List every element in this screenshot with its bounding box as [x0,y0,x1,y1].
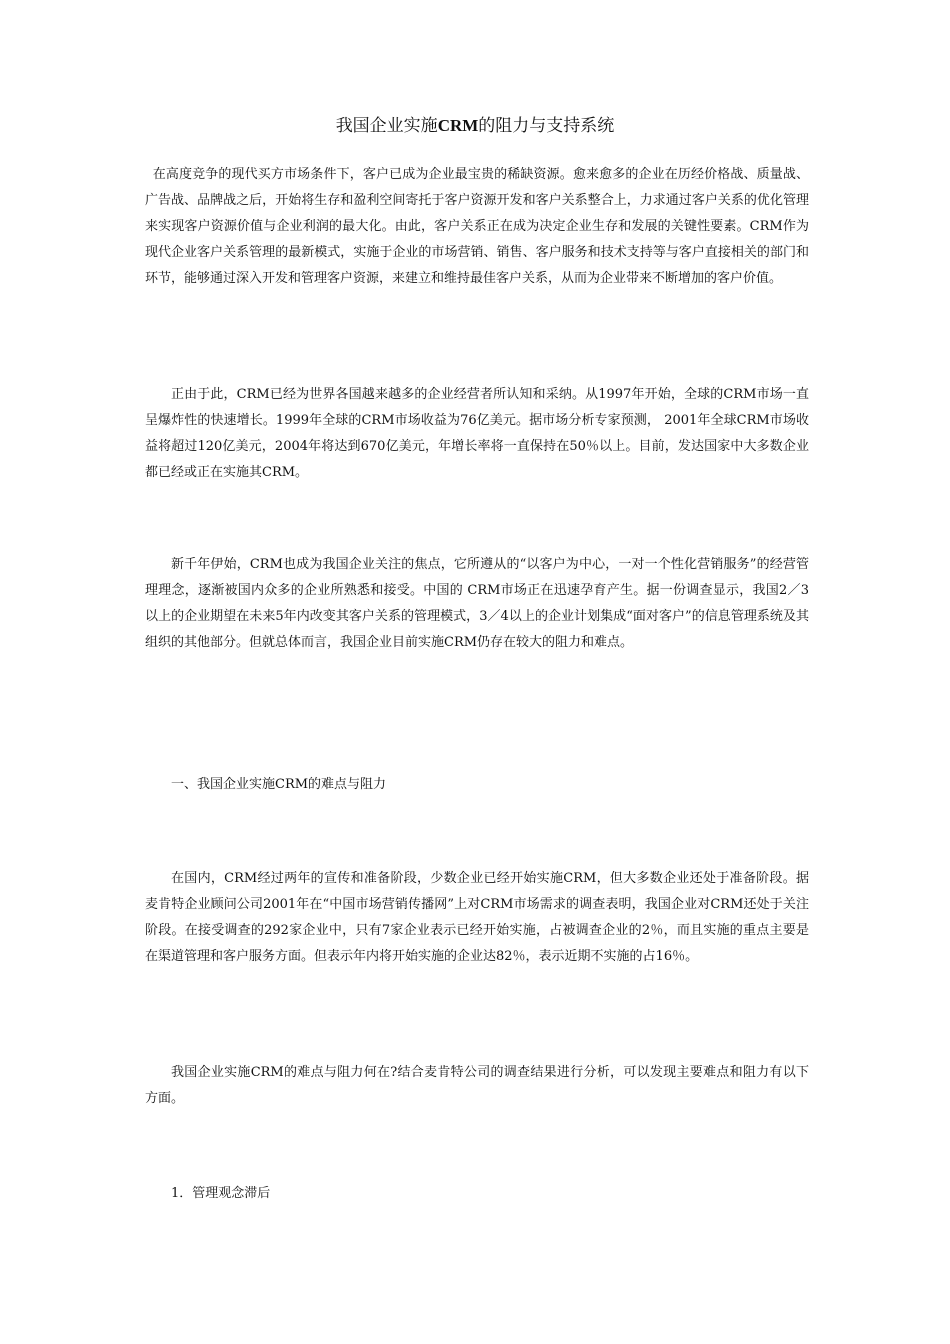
document-title [0,112,950,140]
paragraph-survey: 在国内，CRM经过两年的宣传和准备阶段，少数企业已经开始实施CRM，但大多数企业还处于准备阶段。据麦肯特企业顾问公司2001年在“中国市场营销传播网”上对CRM市场需求的调查表明，我国企业对CRM还处于关注阶段。在接受调查的292家企业中，只有7家企业表示已经开始实施，占被调查企业的2％，而且实施的重点主要是在渠道管理和客户服务方面。但表示年内将开始实施的企业达82％，表示近期不实施的占16％。 [145,871,809,964]
title-suffix: 的阻力与支持系统 [478,116,615,136]
subheading-management-concept: 1．管理观念滞后 [171,1186,271,1201]
paragraph-intro: 在高度竞争的现代买方市场条件下，客户已成为企业最宝贵的稀缺资源。愈来愈多的企业在历经价格战、质量战、广告战、品牌战之后，开始将生存和盈利空间寄托于客户资源开发和客户关系整合上，力求通过客户关系的优化管理来实现客户资源价值与企业利润的最大化。由此，客户关系正在成为决定企业生存和发展的关键性要素。CRM作为现代企业客户关系管理的最新模式，实施于企业的市场营销、销售、客户服务和技术支持等与客户直接相关的部门和环节，能够通过深入开发和管理客户资源，来建立和维持最佳客户关系，从而为企业带来不断增加的客户价值。 [145,167,809,286]
paragraph-analysis: 我国企业实施CRM的难点与阻力何在?结合麦肯特公司的调查结果进行分析，可以发现主要难点和阻力有以下方面。 [145,1065,809,1106]
title-acronym: CRM [437,116,479,135]
paragraph-china-market: 新千年伊始，CRM也成为我国企业关注的焦点，它所遵从的“以客户为中心，一对一个性化营销服务”的经营管理理念，逐渐被国内众多的企业所熟悉和接受。中国的 CRM市场正在迅速孕育产生。据一份调查显示，我国2／3以上的企业期望在未来5年内改变其客户关系的管理模式，3／4以上的企业计划集成“面对客户”的信息管理系统及其组织的其他部分。但就总体而言，我国企业目前实施CRM仍存在较大的阻力和难点。 [145,557,809,650]
section-heading-difficulties: 一、我国企业实施CRM的难点与阻力 [171,777,387,792]
paragraph-global-market: 正由于此，CRM已经为世界各国越来越多的企业经营者所认知和采纳。从1997年开始，全球的CRM市场一直呈爆炸性的快速增长。1999年全球的CRM市场收益为76亿美元。据市场分析专家预测， 2001年全球CRM市场收益将超过120亿美元，2004年将达到670亿美元，年增长率将一直保持在50％以上。目前，发达国家中大多数企业都已经或正在实施其CRM。 [145,387,809,480]
title-prefix: 我国企业实施 [335,116,438,136]
